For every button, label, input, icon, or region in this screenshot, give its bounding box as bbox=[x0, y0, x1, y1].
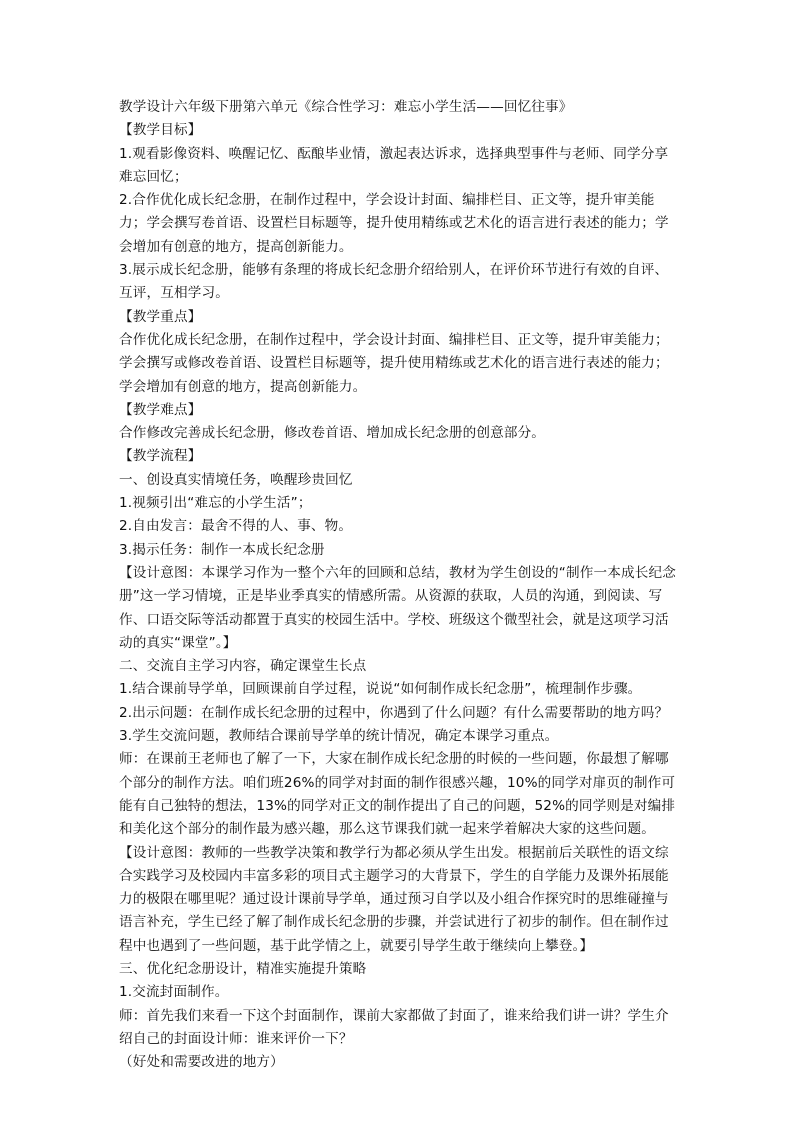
document-title: 教学设计六年级下册第六单元《综合性学习：难忘小学生活——回忆往事》 bbox=[119, 99, 573, 115]
process-step-1-item-3: 3.揭示任务：制作一本成长纪念册 bbox=[119, 541, 325, 558]
process-step-1-heading: 一、创设真实情境任务，唤醒珍贵回忆 bbox=[119, 471, 353, 488]
process-step-2-heading: 二、交流自主学习内容，确定课堂生长点 bbox=[119, 658, 367, 675]
objective-item-2: 2.合作优化成长纪念册，在制作过程中，学会设计封面、编排栏目、正文等，提升审美能力；学会撰写卷首语、设置栏目标题等，提升使用精练或艺术化的语言进行表述的能力；学会增加有创意的地方，提高创新能力。 bbox=[119, 192, 669, 255]
process-step-1-item-1: 1.视频引出“难忘的小学生活”； bbox=[119, 495, 312, 512]
document-body bbox=[119, 96, 677, 1074]
section-heading-key-points: 【教学重点】 bbox=[119, 308, 202, 325]
design-intent-1: 【设计意图：本课学习作为一整个六年的回顾和总结，教材为学生创设的“制作一本成长纪念册”这一学习情境，正是毕业季真实的情感所需。从资源的获取，人员的沟通，到阅读、写作、口语交际等活动都置于真实的校园生活中。学校、班级这个微型社会，就是这项学习活动的真实“课堂”。】 bbox=[119, 564, 676, 651]
process-step-1-item-2: 2.自由发言：最舍不得的人、事、物。 bbox=[119, 518, 353, 535]
process-step-3-item-1: 1.交流封面制作。 bbox=[119, 984, 229, 1001]
objective-item-1: 1.观看影像资料、唤醒记忆、酝酿毕业情，激起表达诉求，选择典型事件与老师、同学分享难忘回忆； bbox=[119, 145, 669, 185]
section-heading-objectives: 【教学目标】 bbox=[119, 122, 202, 139]
process-step-2-item-3: 3.学生交流问题，教师结合课前导学单的统计情况，确定本课学习重点。 bbox=[119, 728, 559, 745]
key-points-text: 合作优化成长纪念册，在制作过程中，学会设计封面、编排栏目、正文等，提升审美能力；学会撰写或修改卷首语、设置栏目标题等，提升使用精练或艺术化的语言进行表述的能力；学会增加有创意的地方，提高创新能力。 bbox=[119, 331, 669, 395]
teacher-remark-2: 师：首先我们来看一下这个封面制作，课前大家都做了封面了，谁来给我们讲一讲？学生介绍自己的封面设计师：谁来评价一下？ bbox=[119, 1007, 669, 1047]
section-heading-difficulties: 【教学难点】 bbox=[119, 401, 202, 418]
process-step-2-item-1: 1.结合课前导学单，回顾课前自学过程，说说“如何制作成长纪念册”，梳理制作步骤。 bbox=[119, 681, 642, 698]
teacher-remark-1: 师：在课前王老师也了解了一下，大家在制作成长纪念册的时候的一些问题，你最想了解哪个部分的制作方法。咱们班26%的同学对封面的制作很感兴趣，10%的同学对扉页的制作可能有自己独特的想法，13%的同学对正文的制作提出了自己的问题，52%的同学则是对编排和美化这个部分的制作最为感兴趣，那么这节课我们就一起来学着解决大家的这些问题。 bbox=[119, 751, 676, 838]
process-step-3-heading: 三、优化纪念册设计，精准实施提升策略 bbox=[119, 960, 367, 977]
difficulties-text: 合作修改完善成长纪念册，修改卷首语、增加成长纪念册的创意部分。 bbox=[119, 425, 546, 442]
bracket-note: （好处和需要改进的地方） bbox=[119, 1054, 284, 1071]
section-heading-process: 【教学流程】 bbox=[119, 448, 202, 465]
process-step-2-item-2: 2.出示问题：在制作成长纪念册的过程中，你遇到了什么问题？有什么需要帮助的地方吗？ bbox=[119, 704, 669, 721]
objective-item-3: 3.展示成长纪念册，能够有条理的将成长纪念册介绍给别人，在评价环节进行有效的自评、互评，互相学习。 bbox=[119, 262, 669, 302]
design-intent-2: 【设计意图：教师的一些教学决策和教学行为都必须从学生出发。根据前后关联性的语文综合实践学习及校园内丰富多彩的项目式主题学习的大背景下，学生的自学能力及课外拓展能力的极限在哪里呢？通过设计课前导学单，通过预习自学以及小组合作探究时的思维碰撞与语言补充，学生已经了解了制作成长纪念册的步骤，并尝试进行了初步的制作。但在制作过程中也遇到了一些问题，基于此学情之上，就要引导学生敢于继续向上攀登。】 bbox=[119, 844, 669, 954]
